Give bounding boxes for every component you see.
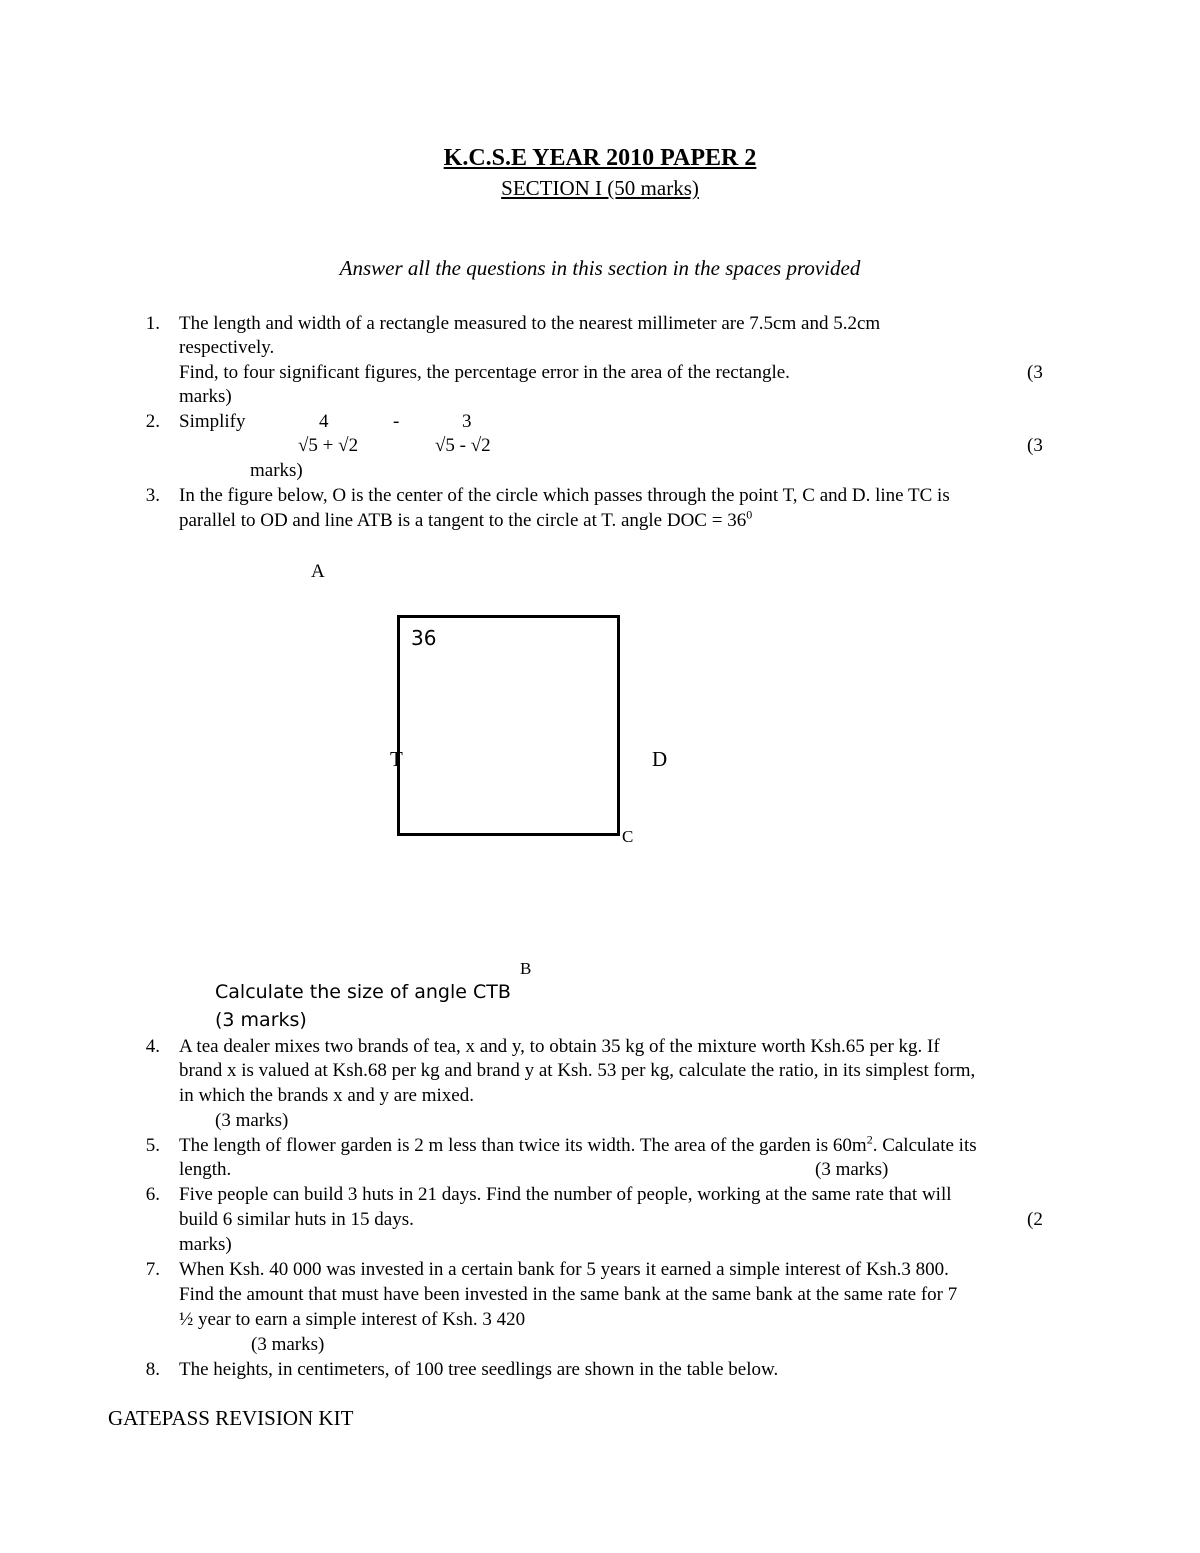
footer-text: GATEPASS REVISION KIT [108, 1406, 354, 1430]
fraction-denominator: √5 - √2 [435, 435, 491, 456]
point-label-t: T [390, 747, 403, 771]
degree-superscript: 0 [746, 507, 753, 522]
question-text: A tea dealer mixes two brands of tea, x and y, to obtain 35 kg of the mixture worth Ksh.65 per kg. If [179, 1036, 940, 1057]
marks-label: (3 [1027, 435, 1043, 456]
question-number: 2. [145, 411, 160, 432]
minus-sign: - [393, 411, 400, 432]
question-text: length. [179, 1159, 232, 1180]
question-text: respectively. [179, 337, 275, 358]
question-number: 1. [145, 313, 160, 334]
question-text: In the figure below, O is the center of the circle which passes through the point T, C and D. line TC is [179, 485, 950, 506]
question-text: Five people can build 3 huts in 21 days. Find the number of people, working at the same rate that will [179, 1184, 952, 1205]
question-text: Find, to four significant figures, the percentage error in the area of the rectangle. [179, 362, 790, 383]
marks-label: (3 marks) [215, 1009, 307, 1031]
marks-label: marks) [179, 386, 232, 407]
instruction-text: Answer all the questions in this section in the spaces provided [339, 256, 861, 280]
marks-label: (3 [1027, 362, 1043, 383]
point-label-a: A [311, 561, 325, 582]
question-number: 3. [145, 485, 160, 506]
question-text: The length of flower garden is 2 m less than twice its width. The area of the garden is $60m^2$. Calculate its [179, 1132, 977, 1156]
question-text: build 6 similar huts in 15 days. [179, 1209, 414, 1230]
question-task: Calculate the size of angle CTB [215, 981, 511, 1003]
marks-label: (2 [1027, 1209, 1043, 1230]
question-text: in which the brands x and y are mixed. [179, 1085, 474, 1106]
question-text: Find the amount that must have been invested in the same bank at the same bank at the same rate for 7 [179, 1284, 958, 1305]
fraction-numerator: 3 [462, 411, 472, 432]
point-label-d: D [652, 747, 668, 771]
question-number: 6. [145, 1184, 160, 1205]
question-text: ½ year to earn a simple interest of Ksh. 3 420 [179, 1309, 526, 1330]
fraction-numerator: 4 [319, 411, 329, 432]
square-superscript: 2 [866, 1132, 873, 1147]
angle-label: 36 [411, 626, 437, 650]
point-label-b: B [520, 959, 532, 978]
question-text: The heights, in centimeters, of 100 tree seedlings are shown in the table below. [179, 1359, 779, 1380]
question-text: parallel to OD and line ATB is a tangent to the circle at T. angle DOC = $36^0$ [179, 507, 753, 531]
question-text: brand x is valued at Ksh.68 per kg and brand y at Ksh. 53 per kg, calculate the ratio, in its simplest form, [179, 1060, 976, 1081]
question-text: When Ksh. 40 000 was invested in a certain bank for 5 years it earned a simple interest of Ksh.3 800. [179, 1259, 949, 1280]
question-number: 8. [145, 1359, 160, 1380]
marks-label: (3 marks) [815, 1159, 889, 1180]
marks-label: marks) [250, 460, 303, 481]
marks-label: (3 marks) [251, 1334, 325, 1355]
question-number: 7. [145, 1259, 160, 1280]
fraction-denominator: √5 + √2 [298, 435, 359, 456]
section-heading: SECTION I (50 marks) [501, 176, 699, 200]
question-text: The length and width of a rectangle measured to the nearest millimeter are 7.5cm and 5.2cm [179, 313, 881, 334]
marks-label: (3 marks) [215, 1110, 289, 1131]
question-text: Simplify [179, 411, 246, 432]
question-number: 5. [145, 1135, 160, 1156]
question-number: 4. [145, 1036, 160, 1057]
marks-label: marks) [179, 1234, 232, 1255]
point-label-c: C [622, 827, 634, 846]
paper-title: K.C.S.E YEAR 2010 PAPER 2 [443, 145, 757, 171]
